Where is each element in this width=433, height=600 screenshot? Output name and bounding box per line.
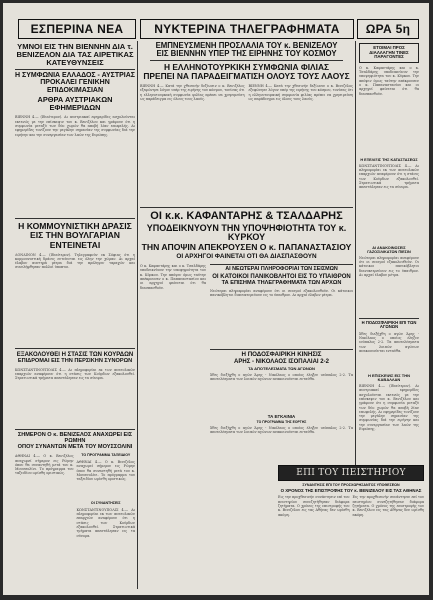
left-headline-6: ΕΠΙΔΡΟΜΑΙ ΕΙΣ ΤΗΝ ΠΕΡΣΙΚΗΝ ΣΥΝΟΡΩΝ bbox=[17, 357, 133, 364]
center-rule-3 bbox=[210, 264, 353, 265]
center-mid-4: ΟΙ ΑΡΧΗΓΟΙ ΦΑΙΝΕΤΑΙ ΟΤΙ ΘΑ ΔΙΑΣΠΑΣΘΟΥΝ bbox=[176, 253, 317, 261]
center-top-articles bbox=[140, 84, 353, 204]
center-article-6: Χθες διεξήχθη ο αγών Άρης - Νικόλαος ο οποίος έληξεν ισόπαλος 2-2. Τα αποτελέσματα των λοιπών αγώνων ανακοινούνται ενταύθα. bbox=[210, 426, 353, 435]
piraeus-articles bbox=[278, 495, 424, 581]
column-rule-right bbox=[355, 41, 356, 481]
center-quake-1: ΑΙ ΝΕΩΤΕΡΑΙ ΠΛΗΡΟΦΟΡΙΑΙ ΤΩΝ ΣΕΙΣΜΩΝ bbox=[225, 266, 338, 273]
left-article-2: ΛΟΝΔΙΝΟΝ 4.— (Ιδιαίτερον). Τηλεγραφούν εκ Σόφιας ότι η κομμουνιστική δράσις εντείνεται εις όλην την χώραν. Αι αρχαί έλαβον αυστηρά μέτρα διά την πρόληψιν ταραχών και συνελήφθησαν πολλοί ύποπτοι. bbox=[15, 252, 135, 270]
piraeus-section bbox=[278, 465, 424, 591]
center-lead-2: ΕΙΣ ΒΙΕΝΝΗΝ ΥΠΕΡ ΤΗΣ ΕΙΡΗΝΗΣ ΤΟΥ ΚΟΣΜΟΥ bbox=[156, 49, 337, 59]
newspaper-page bbox=[3, 3, 429, 595]
center-article-3: Ο κ. Καφαντάρης και ο κ. Τσαλδάρης υποδεικνύουν την υποψηφιότητα του κ. Κύρκου. Την απόψιν όμως ταύτην απέκρουσεν ο κ. Παπαναστασίου και οι αρχηγοί φαίνεται ότι θα διασπασθούν. bbox=[140, 264, 206, 290]
left-rule-4 bbox=[15, 429, 135, 430]
center-rule-1 bbox=[150, 60, 343, 61]
left-article-4: ΑΘΗΝΑΙ 4.— Ο κ. Βενιζέλος αναχωρεί σήμερον εις Ρώμην όπου θα συναντηθή μετά του κ. Μουσσολίνι. Το πρόγραμμα του ταξειδίου ωρίσθη οριστικώς. bbox=[15, 454, 74, 476]
piraeus-banner bbox=[278, 465, 424, 481]
masthead-center-text: ΝΥΚΤΕΡΙΝΑ ΤΗΛΕΓΡΑΦΗΜΑΤΑ bbox=[154, 22, 340, 36]
center-foot-1: Η ΠΟΔΟΣΦΑΙΡΙΚΗ ΚΙΝΗΣΙΣ bbox=[241, 350, 322, 358]
right-headline-1: ΕΤΟΙΜΑΙ ΠΡΟΣ ΔΙΑΛΛΑΓΗΝ ΤΙΝΕΣ ΠΑΡΑΓΟΝΤΕΣ bbox=[369, 45, 409, 60]
right-article-1: Ο κ. Καφαντάρης και ο κ. Τσαλδάρης υποδεικνύουν την υποψηφιότητα του κ. Κύρκου. Την απόψιν όμως ταύτην απέκρουσεν ο κ. Παπαναστασίου και οι αρχηγοί φαίνεται ότι θα διασπασθούν. bbox=[359, 65, 419, 96]
left-bottom-split bbox=[15, 454, 135, 552]
left-article-5: ΑΘΗΝΑΙ 4.— Ο κ. Βενιζέλος αναχωρεί σήμερον εις Ρώμην όπου θα συναντηθή μετά του κ. Μουσσολίνι. Το πρόγραμμα του ταξειδίου ωρίσθη οριστικώς. bbox=[76, 460, 135, 482]
left-headline-1: ΥΜΝΟΙ ΕΙΣ ΤΗΝ ΒΙΕΝΝΗΝ ΔΙΑ τ. ΒΕΝΙΖΕΛΟΝ ΔΙΑ ΤΑΣ ΑΙΡΕΤΙΚΑΣ ΚΑΤΕΥΘΥΝΣΕΙΣ bbox=[16, 42, 134, 67]
center-foot-2: ΑΡΗΣ - ΝΙΚΟΛΑΟΣ ΙΣΟΠΑΛΙΑΙ 2-2 bbox=[234, 359, 329, 366]
right-headline-4: Η ΠΟΔΟΣΦΑΙΡΙΚΗ ΕΠΙ ΤΩΝ ΑΓΩΝΩΝ bbox=[361, 319, 417, 330]
right-headline-5: Η ΕΠΙΣΚΕΨΙΣ ΕΙΣ ΤΗΝ ΚΑΒΑΛΛΑΝ bbox=[368, 372, 410, 382]
left-headline-4: Η ΚΟΜΜΟΥΝΙΣΤΙΚΗ ΔΡΑΣΙΣ ΕΙΣ ΤΗΝ ΒΟΥΛΓΑΡΙΑΝ ΕΝΤΕΙΝΕΤΑΙ bbox=[18, 221, 132, 250]
center-quake-2: ΟΙ ΚΑΤΟΙΚΟΙ ΠΑΝΙΚΟΒΛΗΤΟΙ ΕΙΣ ΤΟ ΥΠΑΙΘΡΟΝ bbox=[212, 273, 351, 280]
right-article-2: ΚΩΝΣΤΑΝΤΙΝΟΥΠΟΛΙΣ 4.— Αι πληροφορίαι εκ των ανατολικών επαρχιών αναφέρουν ότι η στάσις των Κούρδων εξακολουθεί. Στρατιωτικά τμήματα απεστάλησαν εις τα σύνορα. bbox=[359, 163, 419, 190]
left-headline-2: Η ΣΥΜΦΩΝΙΑ ΕΛΛΑΔΟΣ - ΑΥΣΤΡΙΑΣ ΠΡΟΚΑΛΕΙ ΓΕΝΙΚΗΝ ΕΠΙΔΟΚΙΜΑΣΙΑΝ bbox=[15, 71, 136, 94]
center-article-2: ΒΙΕΝΝΗ 4.— Κατά την χθεσινήν δεξίωσιν ο κ. Βενιζέλος εξεφώνησε λόγον υπέρ της ειρήνης του κόσμου, τονίσας ότι η ελληνοτουρκική συμφωνία φιλίας πρέπει να χρησιμεύση ως παράδειγμα εις όλους τους λαούς. bbox=[248, 83, 353, 101]
center-mid-3: ΤΗΝ ΑΠΟΨΙΝ ΑΠΕΚΡΟΥΣΕΝ Ο κ. ΠΑΠΑΝΑΣΤΑΣΙΟΥ bbox=[141, 242, 352, 253]
masthead-left-text: ΕΣΠΕΡΙΝΑ ΝΕΑ bbox=[30, 22, 124, 36]
center-lead-1: ΕΜΠΝΕΥΣΜΕΝΗ ΠΡΟΣΛΑΛΙΑ ΤΟΥ κ. ΒΕΝΙΖΕΛΟΥ bbox=[155, 41, 338, 50]
right-headline-3: ΑΙ ΑΝΑΚΟΙΝΩΣΕΙΣ ΓΑΖΟΣΙΛΙΚΑΤΩΝ ΠΙΕΣΙΝ bbox=[367, 245, 411, 254]
left-article-1: ΒΙΕΝΝΗ 4.— (Ιδιαίτερον). Αι αυστριακαί εφημερίδες ασχολούνται εκτενώς με την επίσκεψιν του κ. Βενιζέλου και γράφουν ότι η συμφωνία μεταξύ των δύο χωρών θα αποβή λίαν επωφελής. Αι εφημερίδες τονίζουν την μεγάλην σημασίαν της συμφωνίας διά την ειρήνην και την συνεργασίαν των λαών της Ευρώπης. bbox=[15, 115, 135, 137]
right-article-5: ΒΙΕΝΝΗ 4.— (Ιδιαίτερον). Αι αυστριακαί εφημερίδες ασχολούνται εκτενώς με την επίσκεψιν του κ. Βενιζέλου και γράφουν ότι η συμφωνία μεταξύ των δύο χωρών θα αποβή λίαν επωφελής. Αι εφημερίδες τονίζουν την μεγάλην σημασίαν της συμφωνίας διά την ειρήνην και την συνεργασίαν των λαών της Ευρώπης. bbox=[359, 384, 419, 431]
center-rule-4 bbox=[210, 349, 353, 350]
left-bottom-col-b bbox=[77, 454, 136, 552]
left-rule-3 bbox=[15, 348, 135, 349]
center-lead-3: Η ΕΛΛΗΝΟΤΟΥΡΚΙΚΗ ΣΥΜΦΩΝΙΑ ΦΙΛΙΑΣ bbox=[163, 62, 330, 73]
right-rule-1 bbox=[359, 318, 419, 319]
left-headline-5: ΕΞΑΚΟΛΟΥΘΕΙ Η ΣΤΑΣΙΣ ΤΩΝ ΚΟΥΡΔΩΝ bbox=[16, 351, 134, 358]
center-article-5: Χθες διεξήχθη ο αγών Άρης - Νικόλαος ο οποίος έληξεν ισόπαλος 2-2. Τα αποτελέσματα των λοιπών αγώνων ανακοινούνται ενταύθα. bbox=[210, 372, 353, 382]
left-headline-3: ΑΡΘΡΑ ΑΥΣΤΡΙΑΚΩΝ ΕΦΗΜΕΡΙΔΩΝ bbox=[37, 94, 113, 112]
left-rule-1 bbox=[15, 69, 135, 70]
right-headline-2: Η ΕΞΕΛΙΞΙΣ ΤΗΣ ΚΑΤΑΣΤΑΣΕΩΣ bbox=[360, 157, 418, 162]
center-mid-1: ΟΙ κ.κ. ΚΑΦΑΝΤΑΡΗΣ & ΤΣΑΛΔΑΡΗΣ bbox=[150, 209, 343, 222]
center-article-1: ΒΙΕΝΝΗ 4.— Κατά την χθεσινήν δεξίωσιν ο κ. Βενιζέλος εξεφώνησε λόγον υπέρ της ειρήνης του κόσμου, τονίσας ότι η ελληνοτουρκική συμφωνία φιλίας πρέπει να χρησιμεύση ως παράδειγμα εις όλους τους λαούς. bbox=[140, 83, 245, 101]
piraeus-article-2: Εις την προχθεσινήν συνάντησιν επί του πειστηρίου συνεζητήθησαν διάφορα ζητήματα. Ο χρόνος της επιστροφής του κ. Βενιζέλου εις τας Αθήνας δεν ωρίσθη ακόμη. bbox=[352, 495, 424, 517]
left-sub-1: ΤΟ ΠΡΟΓΡΑΜΜΑ ΤΑΞΕΙΔΙΟΥ bbox=[81, 453, 131, 458]
right-box-1 bbox=[359, 43, 419, 63]
center-mid-2: ΥΠΟΔΕΙΚΝΥΟΥΝ ΤΗΝ ΥΠΟΨΗΦΙΟΤΗΤΑ ΤΟΥ κ. ΚΥΡΚΟΥ bbox=[146, 222, 347, 242]
right-column bbox=[359, 41, 419, 483]
left-article-3: ΚΩΝΣΤΑΝΤΙΝΟΥΠΟΛΙΣ 4.— Αι πληροφορίαι εκ των ανατολικών επαρχιών αναφέρουν ότι η στάσις των Κούρδων εξακολουθεί. Στρατιωτικά τμήματα απεστάλησαν εις τα σύνορα. bbox=[15, 367, 135, 381]
right-article-3: Νεώτεραι πληροφορίαι αναφέρουν ότι οι σεισμοί εξακολουθούν. Οι κάτοικοι πανικόβλητοι διανυκτερεύουν εις το ύπαιθρον. Αι αρχαί έλαβον μέτρα. bbox=[359, 255, 419, 278]
left-column bbox=[15, 41, 135, 591]
masthead-right-text: ΩΡΑ 5η bbox=[365, 22, 411, 36]
center-foot-3: ΤΑ ΑΠΟΤΕΛΕΣΜΑΤΑ ΤΩΝ ΑΓΩΝΩΝ bbox=[248, 365, 315, 371]
left-headline-7: ΣΗΜΕΡΟΝ Ο κ. ΒΕΝΙΖΕΛΟΣ ΑΝΑΧΩΡΕΙ ΕΙΣ ΡΩΜΗΝ bbox=[17, 431, 133, 444]
masthead-left bbox=[18, 19, 136, 39]
left-article-6: ΚΩΝΣΤΑΝΤΙΝΟΥΠΟΛΙΣ 4.— Αι πληροφορίαι εκ των ανατολικών επαρχιών αναφέρουν ότι η στάσις των Κούρδων εξακολουθεί. Στρατιωτικά τμήματα απεστάλησαν εις τα σύνορα. bbox=[76, 507, 135, 538]
center-small-1: ΤΑ ΕΓΚΑΙΝΙΑ bbox=[267, 413, 296, 419]
left-rule-2 bbox=[15, 218, 135, 219]
piraeus-banner-text: ΕΠΙ ΤΟΥ ΠΕΙΣΤΗΡΙΟΥ bbox=[296, 468, 406, 478]
piraeus-article-1: Εις την προχθεσινήν συνάντησιν επί του πειστηρίου συνεζητήθησαν διάφορα ζητήματα. Ο χρόνος της επιστροφής του κ. Βενιζέλου εις τας Αθήνας δεν ωρίσθη ακόμη. bbox=[278, 495, 350, 517]
left-headline-8: ΟΠΟΥ ΣΥΝΑΝΤΩΝ ΜΕΤΑ ΤΟΥ ΜΟΥΣΣΟΛΙΝΙ bbox=[17, 444, 133, 451]
center-rule-2 bbox=[140, 207, 353, 208]
right-article-4: Χθες διεξήχθη ο αγών Άρης - Νικόλαος ο οποίος έληξεν ισόπαλος 2-2. Τα αποτελέσματα των λοιπών αγώνων ανακοινούνται ενταύθα. bbox=[359, 331, 419, 353]
left-sub-2: ΟΙ ΣΥΝΑΝΤΗΣΕΙΣ bbox=[90, 501, 121, 506]
masthead-center bbox=[140, 19, 354, 39]
masthead-right bbox=[357, 19, 419, 39]
piraeus-headline-2: Ο ΧΡΟΝΟΣ ΤΗΣ ΕΠΙΣΤΡΟΦΗΣ ΤΟΥ κ. ΒΕΝΙΖΕΛΟΥ ΕΙΣ ΤΑΣ ΑΘΗΝΑΣ bbox=[280, 487, 422, 493]
left-bottom-col-a bbox=[15, 454, 74, 552]
piraeus-headline-1: ΣΥΝΑΝΤΗΣΙΣ ΕΠΙ ΤΟΥ ΠΡΟΣΧΩΡΗΣΑΝΤΟΣ ΥΠΟΘΕΣΕΩΝ bbox=[302, 483, 400, 487]
center-small-2: ΤΟ ΠΡΟΓΡΑΜΜΑ ΤΗΣ ΕΟΡΤΗΣ bbox=[256, 419, 307, 424]
center-quake-3: ΤΑ ΕΠΙΣΗΜΑ ΤΗΛΕΓΡΑΦΗΜΑΤΑ ΤΩΝ ΑΡΧΩΝ bbox=[221, 280, 342, 287]
center-article-4: Νεώτεραι πληροφορίαι αναφέρουν ότι οι σεισμοί εξακολουθούν. Οι κάτοικοι πανικόβλητοι διανυκτερεύουν εις το ύπαιθρον. Αι αρχαί έλαβον μέτρα. bbox=[210, 288, 353, 298]
center-lead-4: ΠΡΕΠΕΙ ΝΑ ΠΑΡΑΔΕΙΓΜΑΤΙΣΗ ΟΛΟΥΣ ΤΟΥΣ ΛΑΟΥΣ bbox=[143, 71, 350, 82]
column-rule-left bbox=[137, 41, 138, 589]
